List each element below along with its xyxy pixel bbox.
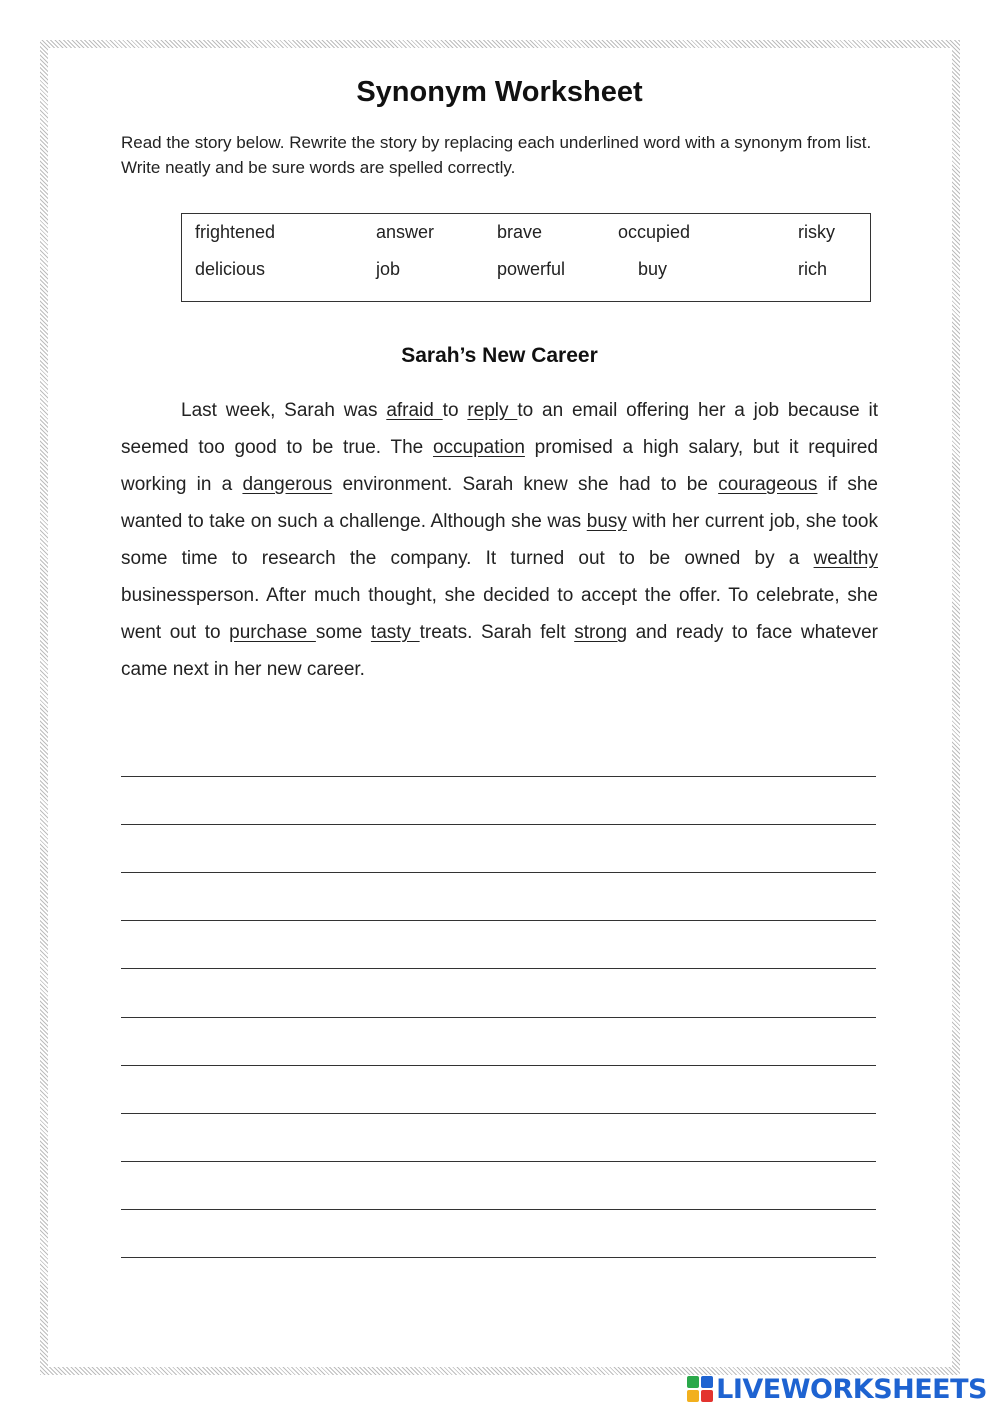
writing-line[interactable] [121, 1017, 876, 1018]
underlined-word: strong [574, 622, 628, 643]
story-segment: if she wanted to take on such a challenge. Although she was [121, 474, 878, 532]
word-bank-item: buy [638, 259, 668, 279]
underlined-word: afraid [386, 400, 443, 421]
brand-name: LIVEWORKSHEETS [716, 1373, 987, 1405]
story-segment: to an email offering her a job because it seemed too good to be true. The [121, 400, 879, 458]
word-bank-item: job [376, 259, 401, 279]
story-segment: some [315, 622, 371, 643]
story-segment: promised a high salary, but it required working in a [121, 437, 878, 495]
instructions: Read the story below. Rewrite the story by replacing each underlined word with a synonym from list. Write neatly and be sure words are spelled correctly. [121, 133, 872, 177]
story-title: Sarah’s New Career [401, 344, 598, 367]
story-text [121, 392, 878, 688]
underlined-word: purchase [229, 622, 316, 643]
writing-line[interactable] [121, 968, 876, 969]
liveworksheets-logo-icon [687, 1376, 713, 1402]
writing-line[interactable] [121, 1257, 876, 1258]
writing-line[interactable] [121, 872, 876, 873]
word-bank-item: delicious [195, 259, 266, 279]
worksheet-title: Synonym Worksheet [356, 76, 643, 108]
story-segment: and ready to face whatever came next in her new career. [121, 622, 878, 680]
word-bank-item: answer [376, 222, 435, 242]
story-segment: environment. Sarah knew she had to be [332, 474, 719, 495]
underlined-word: tasty [370, 622, 420, 643]
word-bank-item: risky [798, 222, 835, 242]
story-segment: businessperson. After much thought, she decided to accept the offer. To celebrate, she went out to [121, 585, 878, 643]
underlined-word: dangerous [242, 474, 333, 495]
underlined-word: courageous [718, 474, 818, 495]
underlined-word: wealthy [813, 548, 878, 569]
writing-line[interactable] [121, 1209, 876, 1210]
story-segment: Last week, Sarah was [181, 400, 387, 421]
word-bank-item: brave [497, 222, 543, 242]
underlined-word: reply [467, 400, 518, 421]
word-bank-item: powerful [497, 259, 566, 279]
word-bank [181, 213, 871, 302]
underlined-word: occupation [432, 437, 525, 458]
writing-line[interactable] [121, 824, 876, 825]
writing-line[interactable] [121, 1113, 876, 1114]
writing-line[interactable] [121, 1161, 876, 1162]
word-bank-item: rich [798, 259, 828, 279]
story-segment: treats. Sarah felt [419, 622, 575, 643]
story-segment: to [442, 400, 468, 421]
writing-line[interactable] [121, 920, 876, 921]
writing-line[interactable] [121, 1065, 876, 1066]
word-bank-item: frightened [195, 222, 276, 242]
word-bank-item: occupied [618, 222, 691, 242]
liveworksheets-brand [687, 1372, 987, 1406]
writing-line[interactable] [121, 776, 876, 777]
story-segment: with her current job, she took some time to research the company. It turned out to be owned by a [121, 511, 878, 569]
underlined-word: busy [586, 511, 627, 532]
